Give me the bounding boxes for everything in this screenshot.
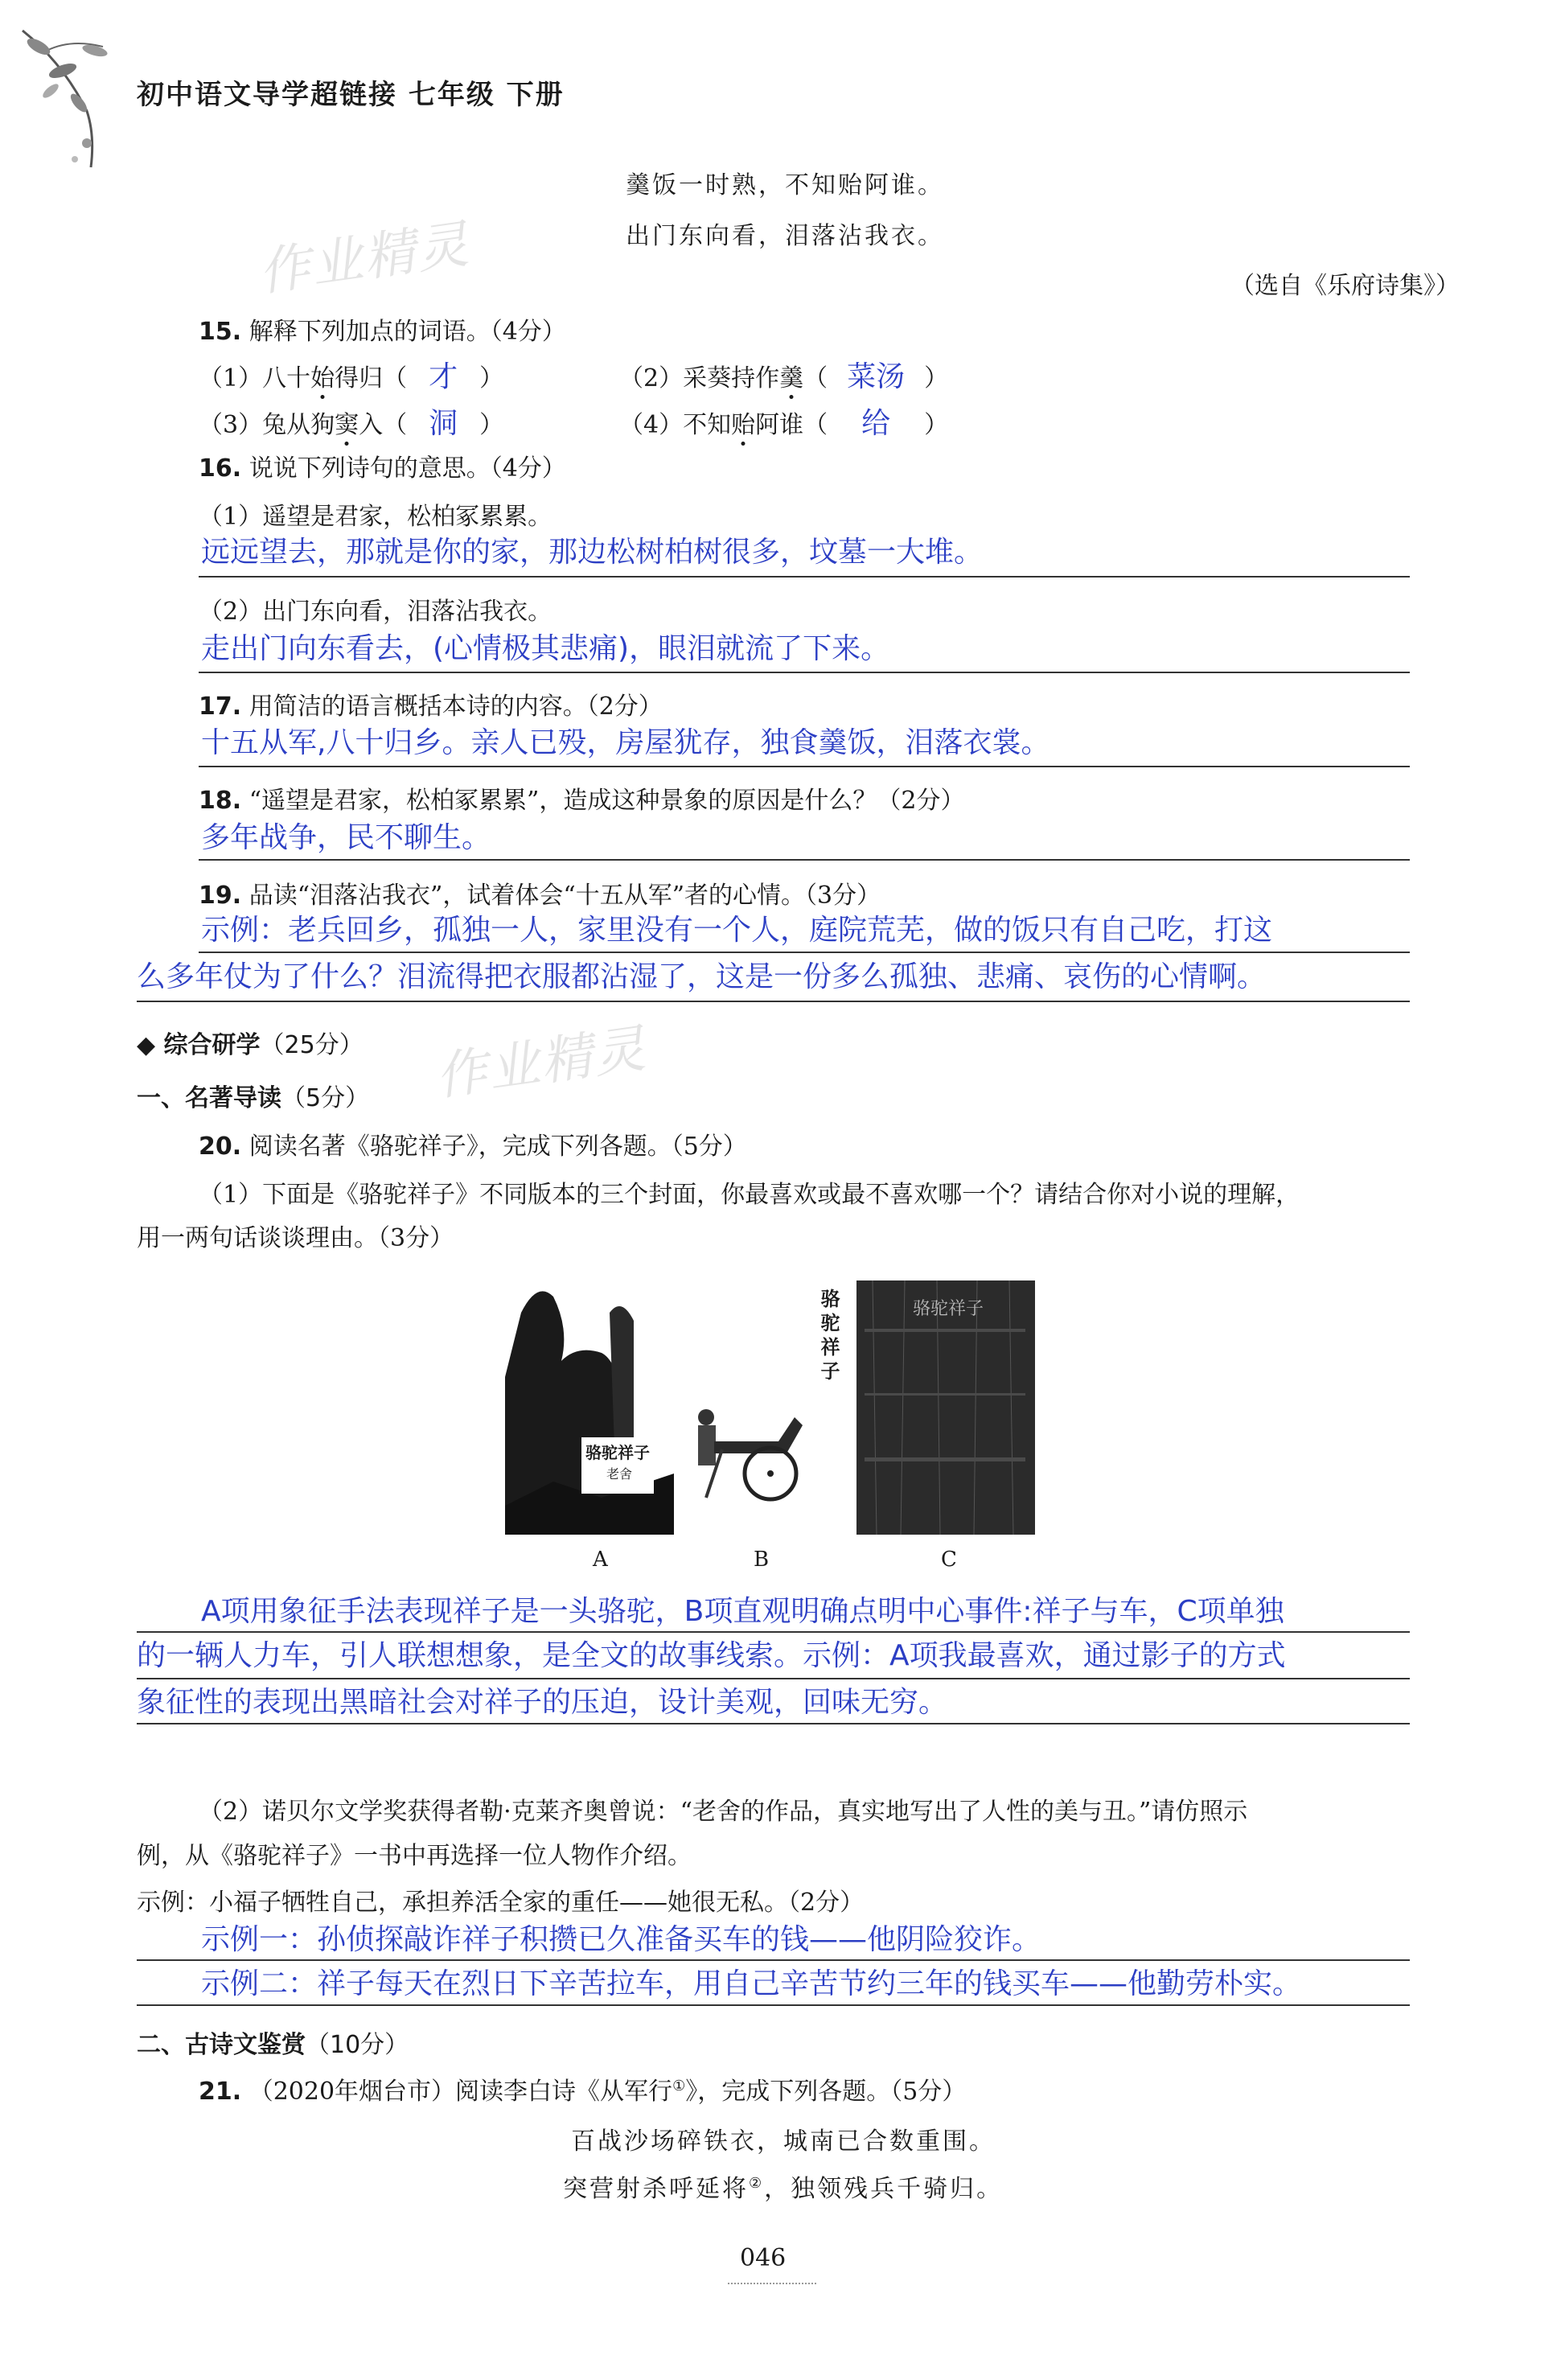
branch-decoration — [14, 14, 127, 175]
cover-b — [674, 1280, 849, 1535]
cover-label: B — [754, 1548, 770, 1572]
answer-line[interactable]: 十五从军,八十归乡。亲人已殁，房屋犹存，独食羹饭，泪落衣裳。 — [201, 726, 1050, 759]
cover-label: A — [593, 1548, 608, 1572]
answer-rule — [199, 672, 1410, 673]
answer-rule — [199, 766, 1410, 767]
answer-line[interactable]: 象征性的表现出黑暗社会对祥子的压迫，设计美观，回味无穷。 — [137, 1686, 948, 1719]
q16-sub-1: （1）遥望是君家，松柏冢累累。 — [199, 503, 552, 531]
q20-sub-1-cont: 用一两句话谈谈理由。（3分） — [137, 1224, 454, 1252]
section-heading: ◆ 综合研学（25分） — [137, 1031, 364, 1059]
answer-blank[interactable]: 才 — [429, 360, 458, 393]
answer-rule — [199, 859, 1410, 861]
question-18: 18. “遥望是君家，松柏冢累累”，造成这种景象的原因是什么？（2分） — [199, 787, 965, 815]
poem-line: 百战沙场碎铁衣，城南已合数重围。 — [571, 2127, 996, 2156]
question-20: 20. 阅读名著《骆驼祥子》，完成下列各题。（5分） — [199, 1132, 747, 1161]
page-number: 046 — [740, 2244, 787, 2272]
q15-item-3: （3）兔从狗窦入（ 洞 ） — [199, 401, 503, 442]
answer-blank[interactable]: 给 — [861, 407, 891, 440]
question-16: 16. 说说下列诗句的意思。（4分） — [199, 454, 566, 483]
cover-b-title: 骆驼祥子 — [817, 1289, 840, 1385]
q20-sub-2-cont: 例，从《骆驼祥子》一书中再选择一位人物作介绍。 — [137, 1842, 692, 1870]
cover-label: C — [941, 1548, 957, 1572]
q15-item-2: （2）采葵持作羹（ 菜汤 ） — [619, 354, 948, 395]
q16-sub-2: （2）出门东向看，泪落沾我衣。 — [199, 598, 552, 626]
answer-line[interactable]: 的一辆人力车，引人联想想象，是全文的故事线索。示例：A项我最喜欢，通过影子的方式 — [137, 1639, 1286, 1672]
q15-item-4: （4）不知贻阿谁（ 给 ） — [619, 401, 948, 442]
answer-blank[interactable]: 菜汤 — [847, 360, 906, 393]
cover-c — [856, 1280, 1035, 1535]
cover-a-title: 骆驼祥子 — [585, 1443, 650, 1462]
poem-line: 突营射杀呼延将②，独领残兵千骑归。 — [563, 2175, 1004, 2203]
answer-line[interactable]: 示例二：祥子每天在烈日下辛苦拉车，用自己辛苦节约三年的钱买车——他勤劳朴实。 — [201, 1967, 1302, 2000]
cover-c-title: 骆驼祥子 — [913, 1299, 984, 1319]
poem-line: 羹饭一时熟，不知贻阿谁。 — [626, 171, 944, 199]
watermark: 作业精灵 — [431, 1018, 651, 1108]
question-21: 21. （2020年烟台市）阅读李白诗《从军行①》，完成下列各题。（5分） — [199, 2078, 967, 2106]
subsection-heading: 二、古诗文鉴赏（10分） — [137, 2031, 409, 2059]
answer-line[interactable]: 示例一：孙侦探敲诈祥子积攒已久准备买车的钱——他阴险狡诈。 — [201, 1923, 1041, 1956]
example-text: 示例：小福子牺牲自己，承担养活全家的重任——她很无私。（2分） — [137, 1889, 865, 1917]
answer-blank[interactable]: 洞 — [429, 407, 458, 440]
question-text: 解释下列加点的词语。（4分） — [249, 318, 566, 346]
answer-rule — [137, 1723, 1410, 1724]
watermark: 作业精灵 — [254, 214, 474, 303]
q20-sub-2: （2）诺贝尔文学奖获得者勒·克莱齐奥曾说：“老舍的作品，真实地写出了人性的美与丑。”请仿照示 — [199, 1798, 1248, 1826]
book-title: 初中语文导学超链接 七年级 下册 — [137, 79, 565, 111]
page-number-rule — [728, 2283, 816, 2284]
answer-line[interactable]: A项用象征手法表现祥子是一头骆驼，B项直观明确点明中心事件:祥子与车，C项单独 — [201, 1595, 1284, 1628]
question-19: 19. 品读“泪落沾我衣”，试着体会“十五从军”者的心情。（3分） — [199, 882, 881, 910]
q15-item-1: （1）八十始得归（ 才 ） — [199, 354, 503, 395]
answer-rule — [137, 2004, 1410, 2006]
answer-line[interactable]: 走出门向东看去，(心情极其悲痛)，眼泪就流了下来。 — [201, 632, 890, 665]
poem-line: 出门东向看，泪落沾我衣。 — [626, 222, 944, 250]
answer-line[interactable]: 示例：老兵回乡，孤独一人，家里没有一个人，庭院荒芜，做的饭只有自己吃，打这 — [201, 914, 1273, 947]
question-number: 15. — [199, 318, 242, 346]
answer-line[interactable]: 多年战争，民不聊生。 — [201, 821, 491, 854]
question-15 — [199, 311, 566, 347]
answer-line[interactable]: 远远望去，那就是你的家，那边松树柏树很多，坟墓一大堆。 — [201, 536, 984, 569]
answer-rule — [199, 952, 1410, 953]
cover-a-author: 老舍 — [606, 1466, 633, 1482]
subsection-heading: 一、名著导读（5分） — [137, 1084, 370, 1112]
answer-rule — [199, 576, 1410, 578]
q20-sub-1: （1）下面是《骆驼祥子》不同版本的三个封面，你最喜欢或最不喜欢哪一个？请结合你对小说的理解， — [199, 1181, 1300, 1209]
cover-a — [505, 1280, 674, 1535]
answer-rule — [137, 1001, 1410, 1002]
answer-line[interactable]: 么多年仗为了什么？泪流得把衣服都沾湿了，这是一份多么孤独、悲痛、哀伤的心情啊。 — [137, 960, 1267, 993]
diamond-icon: ◆ — [137, 1031, 156, 1059]
poem-source: （选自《乐府诗集》） — [1230, 272, 1460, 300]
question-17: 17. 用简洁的语言概括本诗的内容。（2分） — [199, 693, 663, 721]
